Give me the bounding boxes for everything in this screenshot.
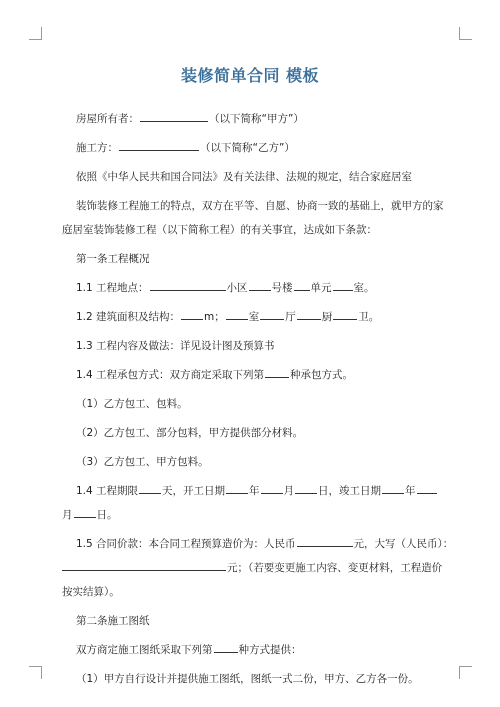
option-2: （2）乙方包工、部分包料，甲方提供部分材料。 <box>76 427 304 439</box>
option-1: （1）乙方包工、包料。 <box>76 398 188 410</box>
location-blank[interactable] <box>150 278 226 291</box>
room-blank[interactable] <box>333 278 353 291</box>
drawing-mode-blank[interactable] <box>214 640 238 653</box>
clause-1-5: 1.5 合同价款：本合同工程预算造价为：人民币 元，大写（人民币）： <box>62 532 458 556</box>
halls-blank[interactable] <box>260 307 284 320</box>
builder-blank[interactable] <box>119 138 199 151</box>
option-3: （3）乙方包工、甲方包料。 <box>76 456 209 468</box>
start-day-blank[interactable] <box>295 481 317 494</box>
start-month-blank[interactable] <box>261 481 283 494</box>
days-blank[interactable] <box>139 481 161 494</box>
building-blank[interactable] <box>249 278 271 291</box>
article-2-title: 第二条施工图纸 <box>76 615 150 627</box>
builder-line: 施工方： （以下简称“乙方”） <box>62 136 458 160</box>
clause-1-1: 1.1 工程地点： 小区 号楼 单元 室。 <box>62 276 458 300</box>
intro-line-3: 庭居室装饰装修工程（以下简称工程）的有关事宜，达成如下条款： <box>62 224 377 236</box>
clause-1-2: 1.2 建筑面积及结构： m； 室 厅 厨 卫。 <box>62 305 458 329</box>
owner-blank[interactable] <box>140 109 208 122</box>
unit-blank[interactable] <box>294 278 310 291</box>
crop-mark-top-left <box>29 27 42 40</box>
intro-line-1: 依照《中华人民共和国合同法》及有关法律、法规的规定，结合家庭居室 <box>76 171 412 183</box>
clause-1-4-contract-mode: 1.4 工程承包方式：双方商定采取下列第 种承包方式。 <box>62 363 458 387</box>
intro-line-2: 装饰装修工程施工的特点，双方在平等、自愿、协商一致的基础上，就甲方的家 <box>76 200 444 212</box>
price-uppercase-blank[interactable] <box>62 558 226 571</box>
clause-1-4-duration: 1.4 工程期限 天，开工日期 年 月 日，竣工日期 年 <box>62 479 458 503</box>
document-body <box>62 107 458 691</box>
clause-1-5-cont: 元；（若要变更施工内容、变更材料，工程造价 <box>62 556 458 580</box>
area-blank[interactable] <box>181 307 203 320</box>
crop-mark-bottom-right <box>459 666 472 679</box>
crop-mark-bottom-left <box>29 666 42 679</box>
kitchens-blank[interactable] <box>297 307 321 320</box>
article-1-title: 第一条工程概况 <box>76 253 150 265</box>
owner-line: 房屋所有者： （以下简称“甲方”） <box>62 107 458 131</box>
clause-1-4-duration-cont: 月 日。 <box>62 503 458 527</box>
contract-mode-blank[interactable] <box>265 365 289 378</box>
price-number-blank[interactable] <box>297 534 353 547</box>
document-title: 装修简单合同 模板 <box>180 66 320 85</box>
clause-1-3: 1.3 工程内容及做法：详见设计图及预算书 <box>76 340 275 352</box>
crop-mark-top-right <box>459 27 472 40</box>
end-day-blank[interactable] <box>74 505 96 518</box>
article-2-option-1: （1）甲方自行设计并提供施工图纸，图纸一式二份，甲方、乙方各一份。 <box>76 673 419 685</box>
rooms-blank[interactable] <box>226 307 248 320</box>
clause-1-5-end: 按实结算）。 <box>62 586 120 598</box>
bathrooms-blank[interactable] <box>333 307 357 320</box>
end-month-blank-a[interactable] <box>417 481 437 494</box>
start-year-blank[interactable] <box>226 481 248 494</box>
article-2-intro: 双方商定施工图纸采取下列第 种方式提供： <box>62 638 458 662</box>
end-year-blank[interactable] <box>382 481 404 494</box>
